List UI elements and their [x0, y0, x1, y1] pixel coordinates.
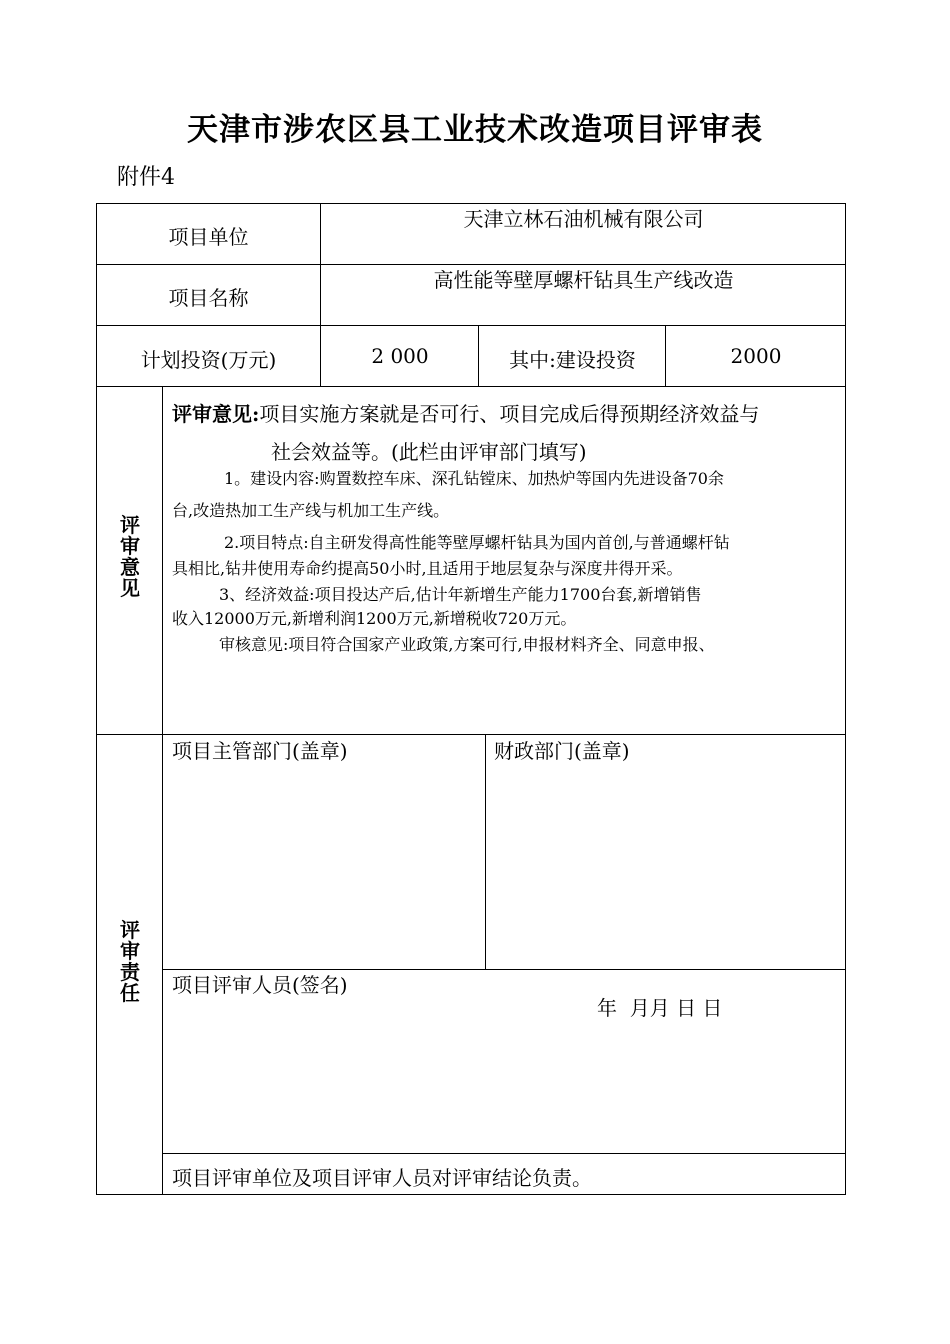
project-name-label: 项目名称: [168, 286, 249, 310]
project-name-value: 高性能等壁厚螺杆钻具生产线改造: [433, 268, 734, 292]
document-title: 天津市涉农区县工业技术改造项目评审表: [187, 112, 763, 148]
review-item-1-line2: 台,改造热加工生产线与机加工生产线。: [172, 501, 450, 520]
review-table: [96, 203, 846, 1195]
planned-investment-label: 计划投资(万元): [140, 348, 277, 372]
unit-value: 天津立林石油机械有限公司: [463, 207, 704, 231]
date-line: 年 月月 日 日: [597, 996, 723, 1020]
review-item-1-line1: 1。建设内容:购置数控车床、深孔钻镗床、加热炉等国内先进设备70余: [224, 469, 724, 488]
reviewer-signature-label: 项目评审人员(签名): [172, 973, 348, 997]
construction-investment-label: 其中:建设投资: [509, 348, 636, 372]
construction-investment-value: 2000: [730, 344, 782, 368]
finance-seal-label: 财政部门(盖章): [494, 739, 630, 763]
review-heading: 评审意见:项目实施方案就是否可行、项目完成后得预期经济效益与: [172, 402, 760, 426]
review-opinion-side-label: 评 审 意 见: [120, 513, 140, 600]
review-item-3-line1: 3、经济效益:项目投达产后,估计年新增生产能力1700台套,新增销售: [219, 585, 702, 604]
responsibility-footer: 项目评审单位及项目评审人员对评审结论负责。: [172, 1166, 592, 1190]
review-item-2-line1: 2.项目特点:自主研发得高性能等壁厚螺杆钻具为国内首创,与普通螺杆钻: [224, 533, 730, 552]
review-heading-line2: 社会效益等。(此栏由评审部门填写): [271, 440, 587, 464]
planned-investment-value: 2 000: [371, 344, 429, 368]
attachment-label: 附件4: [117, 165, 175, 190]
review-opinion-text: 审核意见:项目符合国家产业政策,方案可行,申报材料齐全、同意申报、: [219, 635, 715, 654]
department-seal-label: 项目主管部门(盖章): [172, 739, 348, 763]
review-item-3-line2: 收入12000万元,新增利润1200万元,新增税收720万元。: [172, 609, 577, 628]
review-item-2-line2: 具相比,钻井使用寿命约提高50小时,且适用于地层复杂与深度井得开采。: [172, 559, 683, 578]
unit-label: 项目单位: [168, 225, 249, 249]
responsibility-side-label: 评 审 责 任: [120, 918, 140, 1005]
